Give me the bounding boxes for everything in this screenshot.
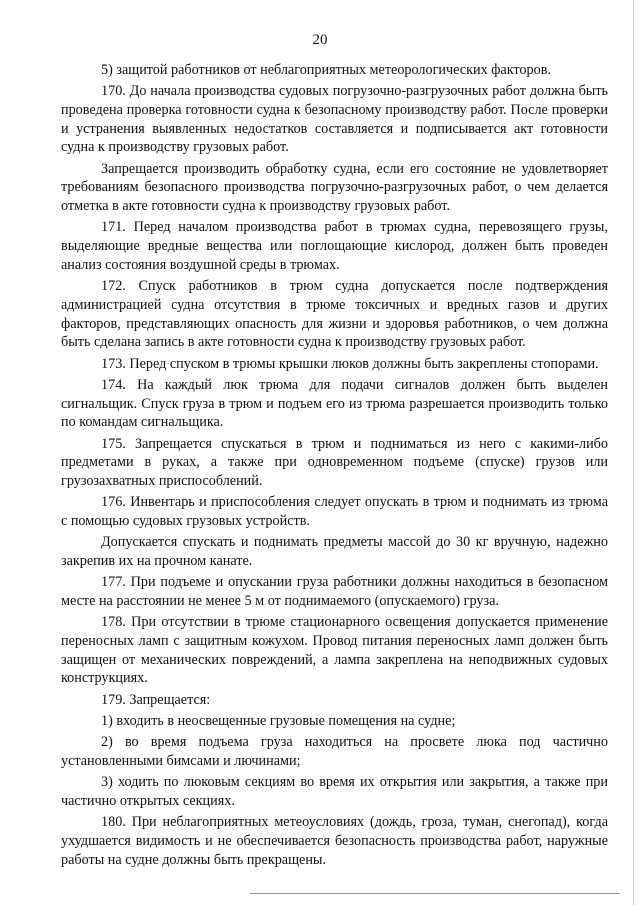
paragraph: Запрещается производить обработку судна, если его состояние не удовлетворяет требованиям безопасного производства погрузочно-разгрузочных работ, о чем делается отметка в акте готовности судна к производству грузовых работ.: [61, 160, 608, 215]
paragraph: 1) входить в неосвещенные грузовые помещения на судне;: [101, 712, 456, 729]
scan-edge-line: [250, 893, 620, 894]
paragraph: 176. Инвентарь и приспособления следует опускать в трюм и поднимать из трюма с помощью судовых грузовых устройств.: [61, 494, 608, 529]
scan-edge-shadow: [633, 0, 634, 905]
paragraph: 175. Запрещается спускаться в трюм и подниматься из него с какими-либо предметами в руках, а также при одновременном подъеме (спуске) грузов или грузозахватных приспособлений.: [61, 435, 608, 489]
page-number: 20: [312, 32, 328, 48]
paragraph: 2) во время подъема груза находиться на просвете люка под частично установленными бимсами и лючинами;: [61, 734, 608, 769]
paragraph: 5) защитой работников от неблагоприятных метеорологических факторов.: [101, 62, 551, 78]
paragraph: 177. При подъеме и опускании груза работники должны находиться в безопасном месте на расстоянии не менее 5 м от поднимаемого (опускаемого) груза.: [61, 574, 608, 609]
paragraph: 179. Запрещается:: [101, 691, 211, 708]
paragraph: 172. Спуск работников в трюм судна допускается после подтверждения администрацией судна отсутствия в трюме токсичных и вредных газов и других факторов, представляющих опасность для жизни и здоровья работников, о чем должна быть сделана запись в акте готовности судна к производству грузовых работ.: [61, 278, 608, 351]
paragraph: 171. Перед началом производства работ в трюмах судна, перевозящего грузы, выделяющие вредные вещества или поглощающие кислород, должен быть проведен анализ состояния воздушной среды в трюмах.: [61, 219, 608, 273]
paragraph: 178. При отсутствии в трюме стационарного освещения допускается применение переносных ламп с защитным кожухом. Провод питания переносных ламп должен быть защищен от механических повреждений, а лампа закреплена на неподвижных судовых конструкциях.: [61, 614, 608, 687]
paragraph: 3) ходить по люковым секциям во время их открытия или закрытия, а также при частично открытых секциях.: [61, 774, 608, 809]
paragraph: 180. При неблагоприятных метеоусловиях (дождь, гроза, туман, снегопад), когда ухудшается видимость и не обеспечивается безопасность производства работ, наружные работы на судне должны быть прекращены.: [61, 814, 608, 868]
paragraph: Допускается спускать и поднимать предметы массой до 30 кг вручную, надежно закрепив их на прочном канате.: [61, 534, 608, 569]
paragraph: 173. Перед спуском в трюмы крышки люков должны быть закреплены стопорами.: [101, 355, 599, 372]
document-body: [61, 61, 608, 869]
paragraph: 170. До начала производства судовых погрузочно-разгрузочных работ должна быть проведена проверка готовности судна к безопасному производству работ. После проверки и устранения выявленных недостатков составляется и подписывается акт готовности судна к производству грузовых работ.: [61, 83, 608, 156]
paragraph: 174. На каждый люк трюма для подачи сигналов должен быть выделен сигнальщик. Спуск груза в трюм и подъем его из трюма разрешается производить только по командам сигнальщика.: [61, 376, 608, 431]
